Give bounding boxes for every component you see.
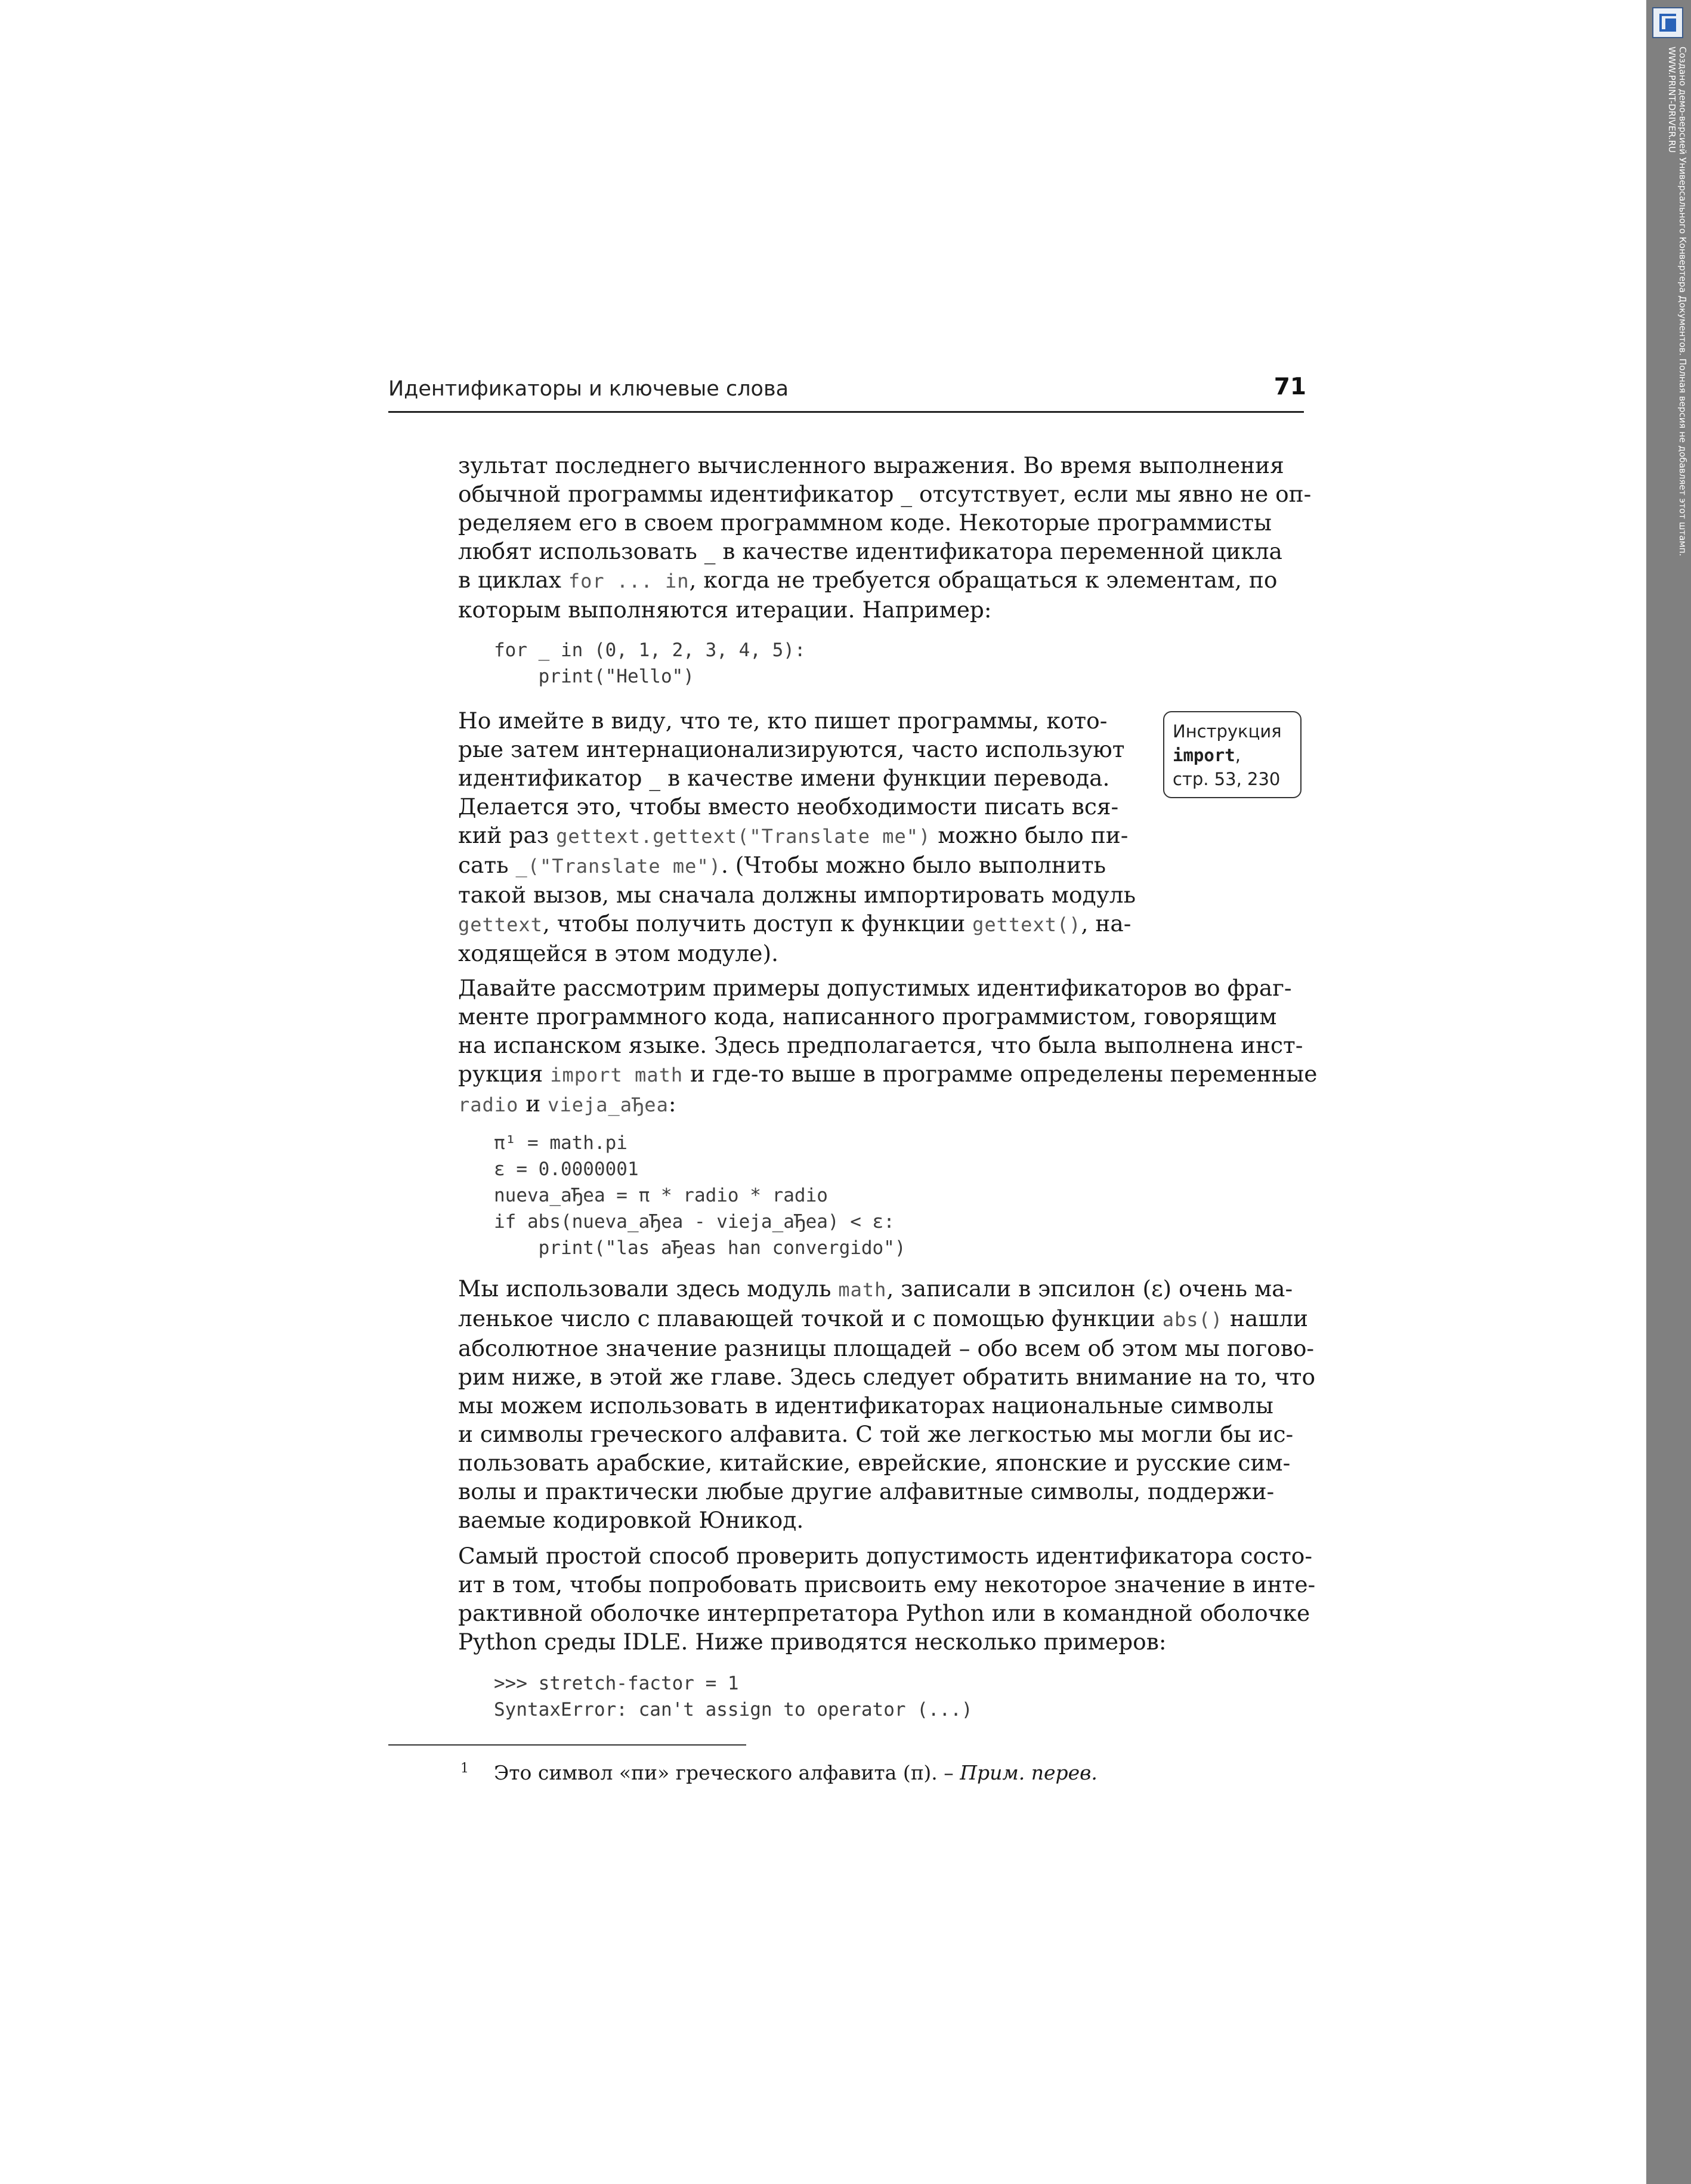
code-line: print("las aЂeas han convergido") bbox=[494, 1237, 906, 1259]
text-line: на испанском языке. Здесь предполагается, что была выполнена инст- bbox=[458, 1032, 1303, 1058]
code-line: ε = 0.0000001 bbox=[494, 1159, 639, 1180]
inline-code: vieja_aЂea bbox=[548, 1093, 669, 1116]
text-line: Но имейте в виду, что те, кто пишет программы, кото- bbox=[458, 708, 1108, 734]
text-segment: , на- bbox=[1081, 910, 1132, 937]
text-line: ходящейся в этом модуле). bbox=[458, 940, 779, 966]
code-line: nueva_aЂea = π * radio * radio bbox=[494, 1185, 828, 1206]
inline-code: gettext bbox=[458, 913, 543, 936]
inline-code: abs() bbox=[1162, 1308, 1223, 1331]
paragraph-1 bbox=[458, 451, 1312, 624]
text-segment: , когда не требуется обращаться к элементам, по bbox=[689, 567, 1278, 593]
text-line bbox=[458, 909, 1140, 939]
text-line: Python среды IDLE. Ниже приводятся несколько примеров: bbox=[458, 1629, 1167, 1655]
text-line: мы можем использовать в идентификаторах национальные символы bbox=[458, 1392, 1273, 1419]
text-line: и символы греческого алфавита. С той же легкостью мы могли бы ис- bbox=[458, 1421, 1294, 1447]
inline-code: radio bbox=[458, 1093, 519, 1116]
text-line: менте программного кода, написанного программистом, говорящим bbox=[458, 1003, 1277, 1030]
code-block-2 bbox=[494, 1130, 906, 1261]
margin-note-punct: , bbox=[1235, 745, 1241, 765]
footnote-mark: 1 bbox=[460, 1761, 469, 1776]
text-line: ваемые кодировкой Юникод. bbox=[458, 1507, 804, 1533]
margin-note-title: Инструкция bbox=[1173, 721, 1282, 742]
running-title: Идентификаторы и ключевые слова bbox=[388, 377, 789, 401]
footnote-text bbox=[494, 1760, 1098, 1786]
text-line: рые затем интернационализируются, часто используют bbox=[458, 736, 1125, 762]
code-line: >>> stretch-factor = 1 bbox=[494, 1673, 739, 1694]
text-segment: рукция bbox=[458, 1061, 551, 1087]
header-rule bbox=[388, 411, 1304, 413]
paragraph-4 bbox=[458, 1274, 1316, 1534]
text-line: Давайте рассмотрим примеры допустимых идентификаторов во фраг- bbox=[458, 975, 1292, 1001]
inline-code: for ... in bbox=[568, 570, 690, 592]
text-segment: можно было пи- bbox=[930, 822, 1129, 848]
text-segment: ленькое число с плавающей точкой и с помощью функции bbox=[458, 1305, 1163, 1332]
text-line bbox=[458, 851, 1140, 881]
watermark-text bbox=[1667, 47, 1688, 882]
footnote-attribution: Прим. перев. bbox=[960, 1761, 1098, 1784]
text-line: идентификатор _ в качестве имени функции перевода. bbox=[458, 765, 1110, 791]
text-line: зультат последнего вычисленного выражения. Во время выполнения bbox=[458, 452, 1284, 478]
text-line: такой вызов, мы сначала должны импортировать модуль bbox=[458, 882, 1136, 908]
text-line: Самый простой способ проверить допустимость идентификатора состо- bbox=[458, 1543, 1313, 1569]
paragraph-5 bbox=[458, 1542, 1316, 1656]
text-segment: : bbox=[668, 1091, 676, 1117]
text-segment: сать bbox=[458, 852, 516, 878]
text-line: любят использовать _ в качестве идентификатора переменной цикла bbox=[458, 538, 1282, 564]
text-segment: , записали в эпсилон (ε) очень ма- bbox=[886, 1275, 1293, 1302]
code-block-3 bbox=[494, 1670, 973, 1723]
text-line: пользовать арабские, китайские, еврейские, японские и русские сим- bbox=[458, 1450, 1291, 1476]
code-block-1 bbox=[494, 637, 806, 690]
text-line: ит в том, чтобы попробовать присвоить ему некоторое значение в инте- bbox=[458, 1571, 1316, 1598]
margin-note-code: import bbox=[1173, 745, 1235, 765]
text-segment: . (Чтобы можно было выполнить bbox=[721, 852, 1106, 878]
margin-note-pages: стр. 53, 230 bbox=[1173, 769, 1281, 789]
code-line: print("Hello") bbox=[494, 666, 694, 687]
text-segment: и где-то выше в программе определены переменные bbox=[683, 1061, 1318, 1087]
code-line: if abs(nueva_aЂea - vieja_aЂea) < ε: bbox=[494, 1211, 895, 1232]
text-line: которым выполняются итерации. Например: bbox=[458, 597, 992, 623]
footnote-body: Это символ «пи» греческого алфавита (π). – bbox=[494, 1761, 960, 1784]
text-line: абсолютное значение разницы площадей – обо всем об этом мы погово- bbox=[458, 1335, 1315, 1361]
watermark-line: Создано демо-версией Универсального Конвертера Документов. Полная версия не добавляет этот штамп. bbox=[1677, 47, 1688, 557]
text-line bbox=[458, 1059, 1318, 1089]
inline-code: _("Translate me") bbox=[515, 855, 721, 878]
inline-code: import math bbox=[550, 1064, 684, 1086]
watermark-strip bbox=[1646, 0, 1691, 2184]
page-number: 71 bbox=[1273, 373, 1306, 400]
text-line: ределяем его в своем программном коде. Некоторые программисты bbox=[458, 509, 1272, 536]
code-line: for _ in (0, 1, 2, 3, 4, 5): bbox=[494, 640, 806, 661]
text-segment: в циклах bbox=[458, 567, 568, 593]
text-line bbox=[458, 1274, 1304, 1304]
paragraph-2 bbox=[458, 706, 1140, 968]
text-segment: нашли bbox=[1223, 1305, 1309, 1332]
text-line bbox=[458, 821, 1140, 851]
text-line: волы и практически любые другие алфавитные символы, поддержи- bbox=[458, 1478, 1275, 1505]
inline-code: math bbox=[838, 1278, 887, 1301]
text-segment: кий раз bbox=[458, 822, 557, 848]
text-line bbox=[458, 1089, 1304, 1119]
code-line: π¹ = math.pi bbox=[494, 1132, 627, 1154]
code-line: SyntaxError: can't assign to operator (...) bbox=[494, 1699, 973, 1720]
text-line: рим ниже, в этой же главе. Здесь следует обратить внимание на то, что bbox=[458, 1364, 1316, 1390]
text-line bbox=[458, 566, 1304, 595]
converter-logo-icon bbox=[1652, 7, 1683, 38]
text-line: обычной программы идентификатор _ отсутствует, если мы явно не оп- bbox=[458, 481, 1312, 507]
text-segment: Мы использовали здесь модуль bbox=[458, 1275, 839, 1302]
footnote-rule bbox=[388, 1744, 746, 1746]
text-line: рактивной оболочке интерпретатора Python или в командной оболочке bbox=[458, 1600, 1310, 1626]
paragraph-3 bbox=[458, 974, 1318, 1119]
watermark-url: WWW.PRINT-DRIVER.RU bbox=[1667, 47, 1677, 153]
text-segment: и bbox=[518, 1091, 548, 1117]
text-line: Делается это, чтобы вместо необходимости писать вся- bbox=[458, 793, 1119, 820]
text-line bbox=[458, 1304, 1309, 1334]
inline-code: gettext.gettext("Translate me") bbox=[556, 825, 931, 848]
margin-note-keyword bbox=[1173, 743, 1292, 767]
text-segment: , чтобы получить доступ к функции bbox=[542, 910, 973, 937]
margin-note bbox=[1163, 711, 1302, 798]
inline-code: gettext() bbox=[972, 913, 1081, 936]
